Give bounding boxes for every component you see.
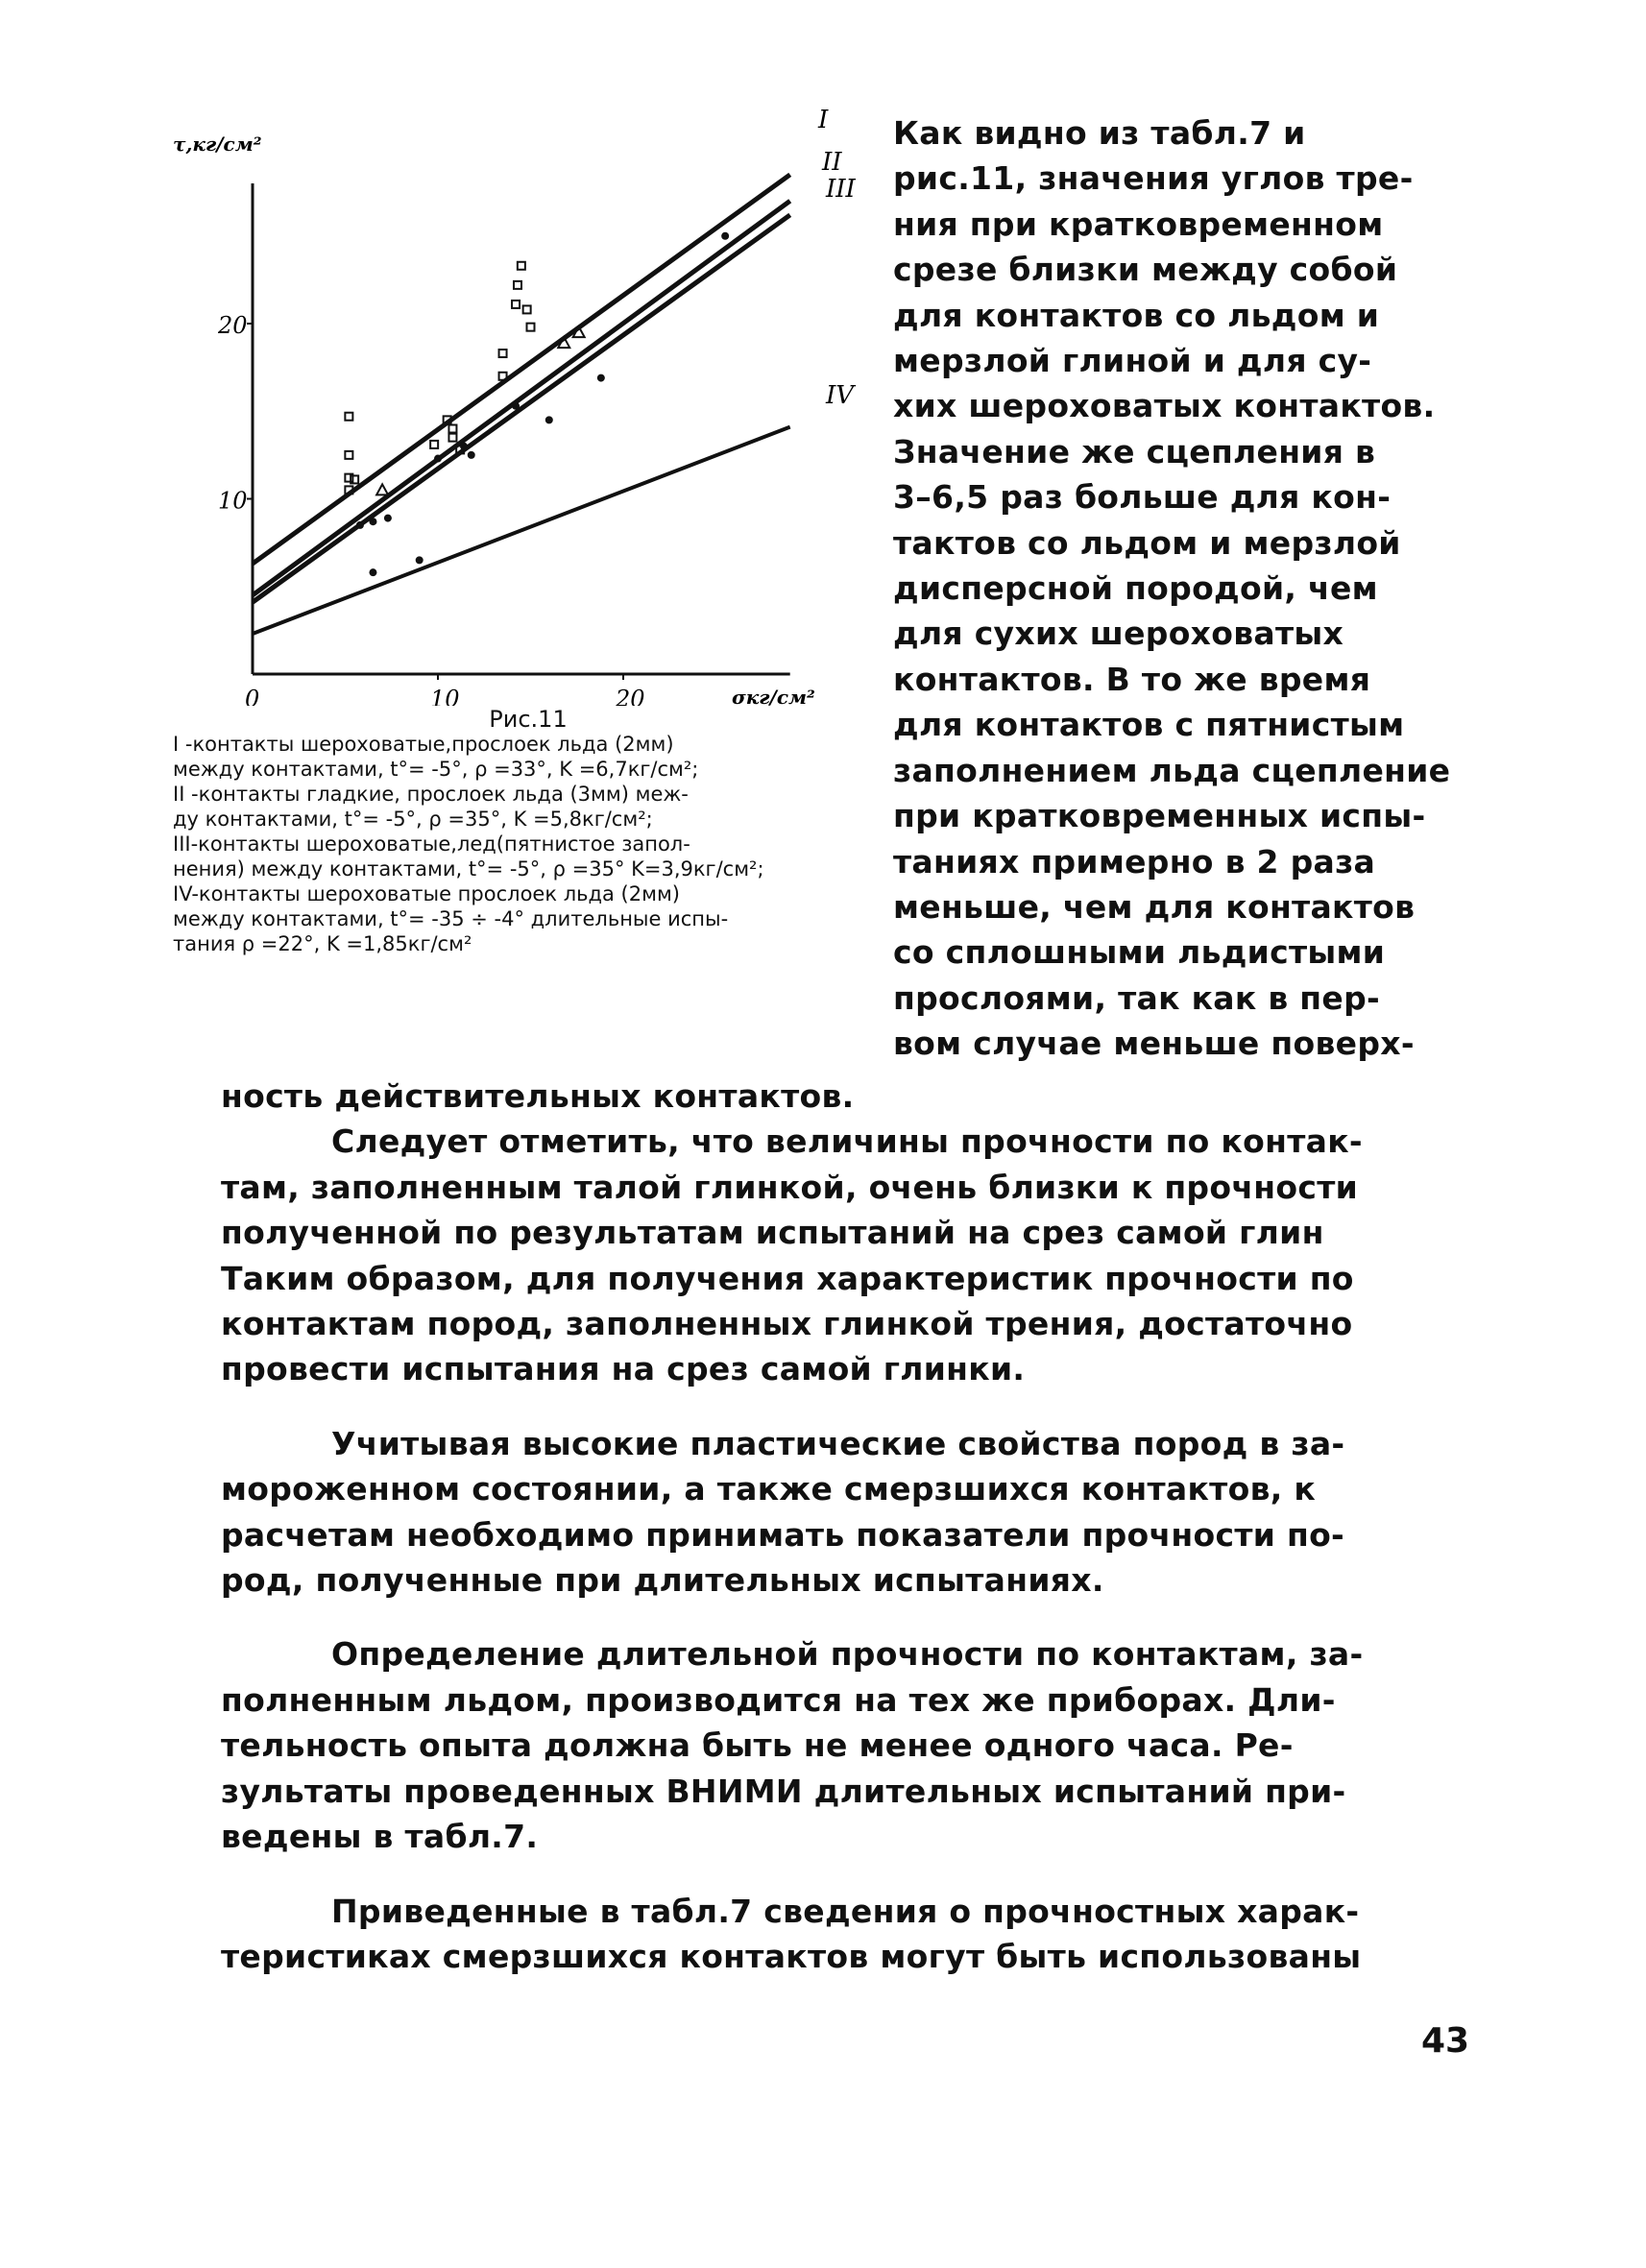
legend-line: II -контакты гладкие, прослоек льда (3мм) меж- [173, 783, 689, 806]
data-point-square [514, 281, 521, 289]
data-point-circle [460, 443, 468, 450]
text-line: для сухих шероховатых [893, 615, 1344, 653]
data-point-square [527, 324, 535, 331]
data-point-square [499, 350, 507, 357]
data-point-circle [416, 556, 424, 564]
text-line: провести испытания на срез самой глинки. [221, 1350, 1026, 1388]
data-point-circle [369, 518, 376, 525]
text-line: дисперсной породой, чем [893, 569, 1378, 608]
text-line: для контактов со льдом и [893, 296, 1380, 334]
text-line: тактов со льдом и мерзлой [893, 523, 1401, 562]
text-line: там, заполненным талой глинкой, очень близки к прочности [221, 1168, 1359, 1206]
x-tick-label: 0 [245, 686, 260, 706]
legend-line: между контактами, t°= -35 ÷ -4° длительные испы- [173, 907, 729, 930]
data-point-circle [512, 402, 520, 410]
series-line-IV [253, 427, 790, 634]
text-line: мерзлой глиной и для су- [893, 342, 1372, 380]
text-line: Таким образом, для получения характеристик прочности по [221, 1259, 1354, 1297]
text-line: срезе близки между собой [893, 251, 1398, 289]
data-point-circle [384, 515, 392, 522]
data-point-circle [721, 232, 729, 240]
data-point-square [518, 262, 525, 270]
text-line: контактам пород, заполненных глинкой трения, достаточно [221, 1305, 1353, 1343]
legend-line: между контактами, t°= -5°, ρ =33°, K =6,7кг/см²; [173, 758, 699, 781]
data-point-square [430, 441, 438, 448]
data-point-circle [545, 416, 553, 423]
data-point-triangle [376, 484, 388, 495]
y-tick-label: 20 [218, 312, 248, 339]
legend-line: тания ρ =22°, K =1,85кг/см² [173, 932, 472, 955]
text-line: Определение длительной прочности по контактам, за- [331, 1635, 1364, 1674]
text-line: полненным льдом, производится на тех же приборах. Дли- [221, 1680, 1336, 1719]
line-label-I: I [818, 106, 829, 134]
legend-line: нения) между контактами, t°= -5°, ρ =35° K=3,9кг/см²; [173, 857, 764, 881]
text-line: теристиках смерзшихся контактов могут быть использованы [221, 1937, 1362, 1975]
shear-strength-chart [173, 101, 884, 706]
data-point-circle [434, 455, 442, 463]
x-axis-label: σкг/см² [732, 686, 815, 706]
side-column-text [893, 110, 1493, 1067]
series-line-II [253, 201, 790, 595]
data-point-circle [356, 521, 364, 529]
legend-line: III-контакты шероховатые,лед(пятнистое запол- [173, 832, 690, 856]
text-line: со сплошными льдистыми [893, 933, 1386, 972]
x-tick-label: 20 [616, 686, 645, 706]
legend-line: I -контакты шероховатые,прослоек льда (2мм) [173, 733, 674, 756]
page-number: 43 [1421, 2021, 1470, 2061]
line-label-IV: IV [826, 381, 855, 410]
data-point-square [345, 451, 352, 459]
text-line: Приведенные в табл.7 сведения о прочностных харак- [331, 1892, 1360, 1930]
text-line: хих шероховатых контактов. [893, 387, 1436, 425]
data-point-square [448, 434, 456, 442]
figure-11 [173, 101, 884, 733]
text-line: расчетам необходимо принимать показатели прочности по- [221, 1515, 1345, 1554]
text-line: для контактов с пятнистым [893, 706, 1405, 744]
series-line-I [253, 175, 790, 564]
text-line: тельность опыта должна быть не менее одного часа. Ре- [221, 1726, 1294, 1765]
data-point-square [523, 305, 531, 313]
text-line: вом случае меньше поверх- [893, 1025, 1415, 1063]
data-point-square [448, 425, 456, 433]
x-tick-label: 10 [430, 686, 460, 706]
data-point-circle [468, 451, 475, 459]
data-point-square [345, 413, 352, 421]
body-text [221, 1074, 1498, 1979]
data-point-circle [597, 374, 605, 382]
series-line-III [253, 215, 790, 602]
line-label-III: III [826, 175, 856, 204]
legend-line: ду контактами, t°= -5°, ρ =35°, K =5,8кг/см²; [173, 808, 653, 831]
text-line: таниях примерно в 2 раза [893, 842, 1376, 881]
text-line: род, полученные при длительных испытаниях. [221, 1561, 1104, 1600]
text-line: 3–6,5 раз больше для кон- [893, 478, 1392, 517]
figure-legend [173, 732, 879, 956]
text-line: Учитывая высокие пластические свойства пород в за- [331, 1424, 1345, 1462]
y-tick-label: 10 [218, 487, 248, 515]
y-axis-label: τ,кг/см² [173, 133, 262, 156]
text-line: ность действительных контактов. [221, 1077, 855, 1115]
line-label-II: II [822, 148, 842, 177]
text-line: контактов. В то же время [893, 660, 1371, 698]
text-line: при кратковременных испы- [893, 797, 1426, 835]
text-line: мороженном состоянии, а также смерзшихся контактов, к [221, 1470, 1317, 1508]
text-line: зультаты проведенных ВНИМИ длительных испытаний при- [221, 1772, 1346, 1810]
data-point-circle [369, 568, 376, 576]
figure-caption: Рис.11 [489, 706, 568, 733]
text-line: ведены в табл.7. [221, 1818, 539, 1856]
text-line: Значение же сцепления в [893, 432, 1376, 470]
text-line: рис.11, значения углов тре- [893, 159, 1414, 198]
text-line: меньше, чем для контактов [893, 887, 1416, 926]
text-line: Следует отметить, что величины прочности по контак- [331, 1122, 1363, 1161]
text-line: Как видно из табл.7 и [893, 114, 1306, 152]
legend-line: IV-контакты шероховатые прослоек льда (2мм) [173, 882, 680, 905]
text-line: прослоями, так как в пер- [893, 978, 1381, 1017]
text-line: заполнением льда сцепление [893, 751, 1451, 789]
text-line: ния при кратковременном [893, 205, 1384, 243]
data-point-square [512, 301, 520, 308]
text-line: полученной по результатам испытаний на срез самой глин [221, 1214, 1324, 1252]
